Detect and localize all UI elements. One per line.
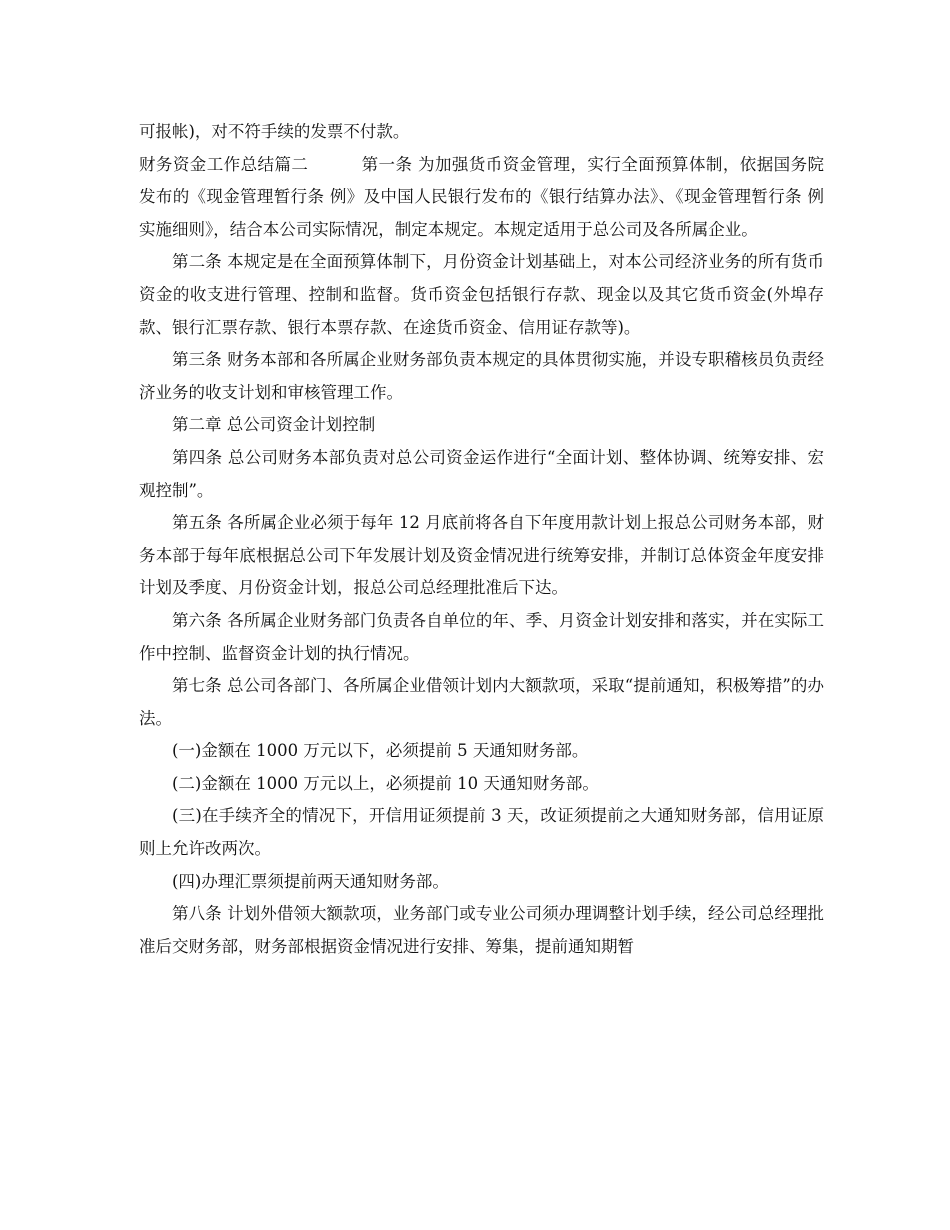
section-title: 财务资金工作总结篇二	[139, 154, 309, 174]
paragraph-article-1	[139, 149, 824, 247]
document-body	[139, 116, 824, 963]
chapter-heading: 第二章 总公司资金计划控制	[172, 415, 376, 435]
list-item-3: (三)在手续齐全的情况下，开信用证须提前 3 天，改证须提前之大通知财务部，信用证原则上允许改两次。	[139, 806, 824, 859]
paragraph-continuation: 可报帐)，对不符手续的发票不付款。	[139, 122, 410, 141]
list-item-1: (一)金额在 1000 万元以下，必须提前 5 天通知财务部。	[172, 741, 589, 761]
paragraph-article-3: 第三条 财务本部和各所属企业财务部负责本规定的具体贯彻实施，并设专职稽核员负责经济业务的收支计划和审核管理工作。	[139, 350, 824, 402]
article-1-text: 第一条 为加强货币资金管理，实行全面预算体制，依据国务院发布的《现金管理暂行条 例》及中国人民银行发布的《银行结算办法》、《现金管理暂行条 例实施细则》，结合本公司实际情况，制定本规定。本规定适用于总公司及各所属企业。	[139, 154, 825, 239]
paragraph-article-2: 第二条 本规定是在全面预算体制下，月份资金计划基础上，对本公司经济业务的所有货币资金的收支进行管理、控制和监督。货币资金包括银行存款、现金以及其它货币资金(外埠存款、银行汇票存款、银行本票存款、在途货币资金、信用证存款等)。	[139, 252, 824, 337]
paragraph-article-8: 第八条 计划外借领大额款项，业务部门或专业公司须办理调整计划手续，经公司总经理批准后交财务部，财务部根据资金情况进行安排、筹集，提前通知期暂	[139, 904, 824, 956]
list-item-2: (二)金额在 1000 万元以上，必须提前 10 天通知财务部。	[172, 773, 599, 793]
paragraph-article-7: 第七条 总公司各部门、各所属企业借领计划内大额款项，采取“提前通知，积极筹措”的办法。	[139, 676, 824, 728]
list-item-4: (四)办理汇票须提前两天通知财务部。	[172, 871, 449, 891]
paragraph-article-4: 第四条 总公司财务本部负责对总公司资金运作进行“全面计划、整体协调、统筹安排、宏观控制”。	[139, 447, 824, 500]
paragraph-article-6: 第六条 各所属企业财务部门负责各自单位的年、季、月资金计划安排和落实，并在实际工作中控制、监督资金计划的执行情况。	[139, 610, 824, 663]
paragraph-article-5: 第五条 各所属企业必须于每年 12 月底前将各自下年度用款计划上报总公司财务本部，财务本部于每年底根据总公司下年发展计划及资金情况进行统筹安排，并制订总体资金年度安排计划及季度、月份资金计划，报总公司总经理批准后下达。	[139, 513, 824, 598]
